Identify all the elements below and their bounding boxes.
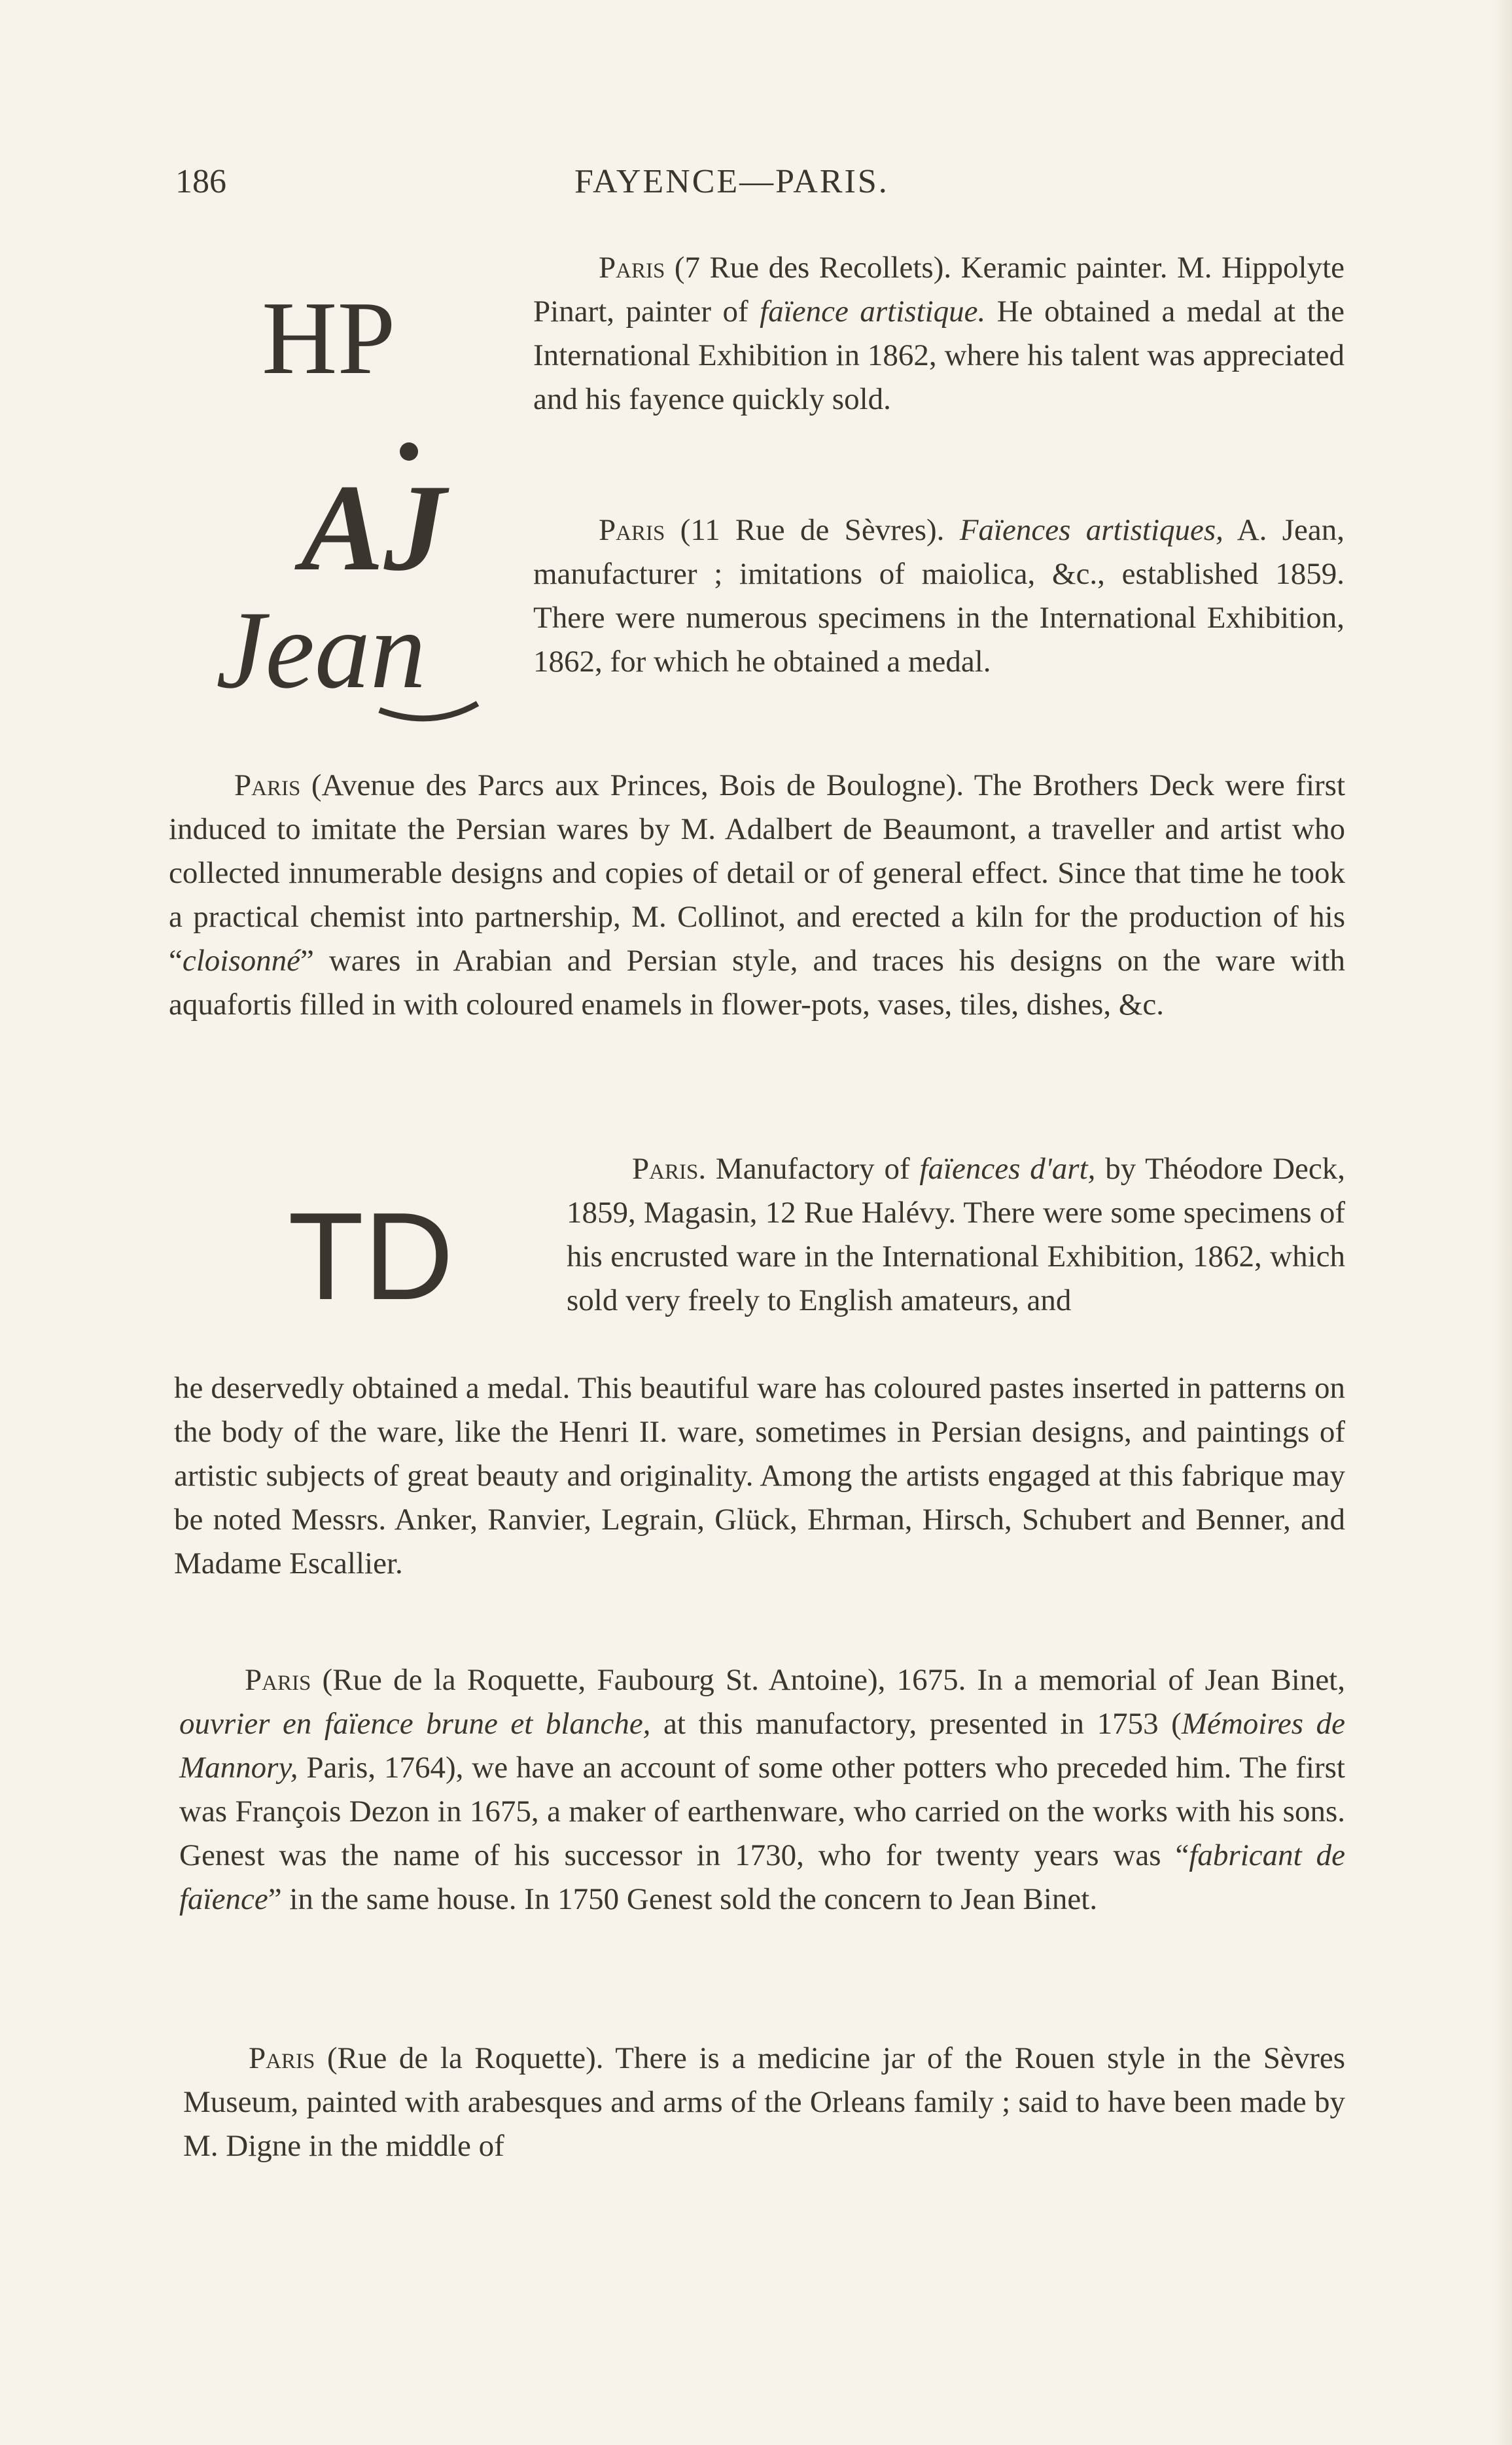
- entry-deck-brothers-italic: cloisonné: [182, 944, 301, 978]
- entry-binet: [179, 1658, 1345, 1921]
- running-title: FAYENCE—PARIS.: [574, 163, 889, 200]
- td-mark-text: TD: [288, 1191, 454, 1315]
- entry-digne-text: [183, 2037, 1345, 2168]
- place-name: Paris: [234, 768, 301, 802]
- place-name: Paris: [249, 2041, 315, 2075]
- a-jean-signature-mark: [216, 589, 504, 733]
- entry-binet-body-3: Paris, 1764), we have an account of some other potters who preceded him. The first was François Dezon in 1675, a maker of earthenware, who carried on the works with his sons. Genest was the name of his successor in 1730, who for twenty years was “: [179, 1751, 1345, 1872]
- place-name: Paris: [599, 513, 665, 547]
- entry-binet-italic: ouvrier en faïence brune et blanche,: [179, 1707, 651, 1741]
- a-jean-monogram-mark: [288, 432, 471, 582]
- entry-binet-italic-3: fabricant de faïence: [179, 1838, 1346, 1916]
- entry-jean-body: (11 Rue de Sèvres).: [665, 513, 960, 547]
- entry-binet-body-4: ” in the same house. In 1750 Genest sold the concern to Jean Binet.: [268, 1882, 1098, 1916]
- monogram-text: AJ: [301, 459, 446, 582]
- hp-mark: [262, 288, 419, 386]
- entry-pinart-text: [533, 246, 1345, 421]
- entry-pinart-italic: faïence artistique.: [760, 294, 986, 329]
- td-mark: [288, 1191, 471, 1315]
- entry-jean: [533, 509, 1345, 684]
- entry-binet-body-2: at this manufactory, presented in 1753 (: [650, 1707, 1182, 1741]
- entry-theodore-deck-italic: faïences d'art,: [919, 1152, 1096, 1186]
- entry-digne-body: (Rue de la Roquette). There is a medicine jar of the Rouen style in the Sèvres Museum, painted with arabesques and arms of the Orleans family ; said to have been made by M. Digne in the middle of: [183, 2041, 1345, 2163]
- entry-pinart-body-2: He obtained a medal at the International Exhibition in 1862, where his talent was appreciated and his fayence quickly sold.: [533, 294, 1345, 416]
- hp-mark-text: HP: [262, 288, 396, 386]
- page-number: 186: [175, 163, 226, 200]
- monogram-dot: [400, 442, 418, 461]
- entry-theodore-deck-body: Manufactory of: [706, 1152, 920, 1186]
- place-name: Paris: [245, 1663, 311, 1697]
- entry-pinart-body: (7 Rue des Recollets). Keramic painter. M. Hippolyte Pinart, painter of: [533, 251, 1345, 329]
- signature-text: Jean: [216, 589, 426, 711]
- entry-digne: [183, 2037, 1345, 2168]
- entry-deck-brothers-text: [169, 764, 1345, 1027]
- entry-jean-italic: Faïences artistiques,: [959, 513, 1223, 547]
- entry-theodore-deck-continued-text: he deservedly obtained a medal. This beautiful ware has coloured pastes inserted in patterns on the body of the ware, like the Henri II. ware, sometimes in Persian designs, and paintings of artistic subjects of great beauty and originality. Among the artists engaged at this fabrique may be noted Messrs. Anker, Ranvier, Legrain, Glück, Ehrman, Hirsch, Schubert and Benner, and Madame Escallier.: [174, 1371, 1345, 1580]
- entry-theodore-deck: [567, 1147, 1345, 1323]
- entry-deck-brothers: [169, 764, 1345, 1027]
- entry-deck-brothers-body-2: ” wares in Arabian and Persian style, and traces his designs on the ware with aquafortis filled in with coloured enamels in flower-pots, vases, tiles, dishes, &c.: [169, 944, 1345, 1022]
- entry-binet-text: [179, 1658, 1345, 1921]
- entry-theodore-deck-text: [567, 1147, 1345, 1323]
- entry-binet-body: (Rue de la Roquette, Faubourg St. Antoine), 1675. In a memorial of Jean Binet,: [311, 1663, 1345, 1697]
- page-edge-shadow: [1494, 0, 1512, 2445]
- entry-deck-brothers-body: (Avenue des Parcs aux Princes, Bois de Boulogne). The Brothers Deck were first induced to imitate the Persian wares by M. Adalbert de Beaumont, a traveller and artist who collected innumerable designs and copies of detail or of general effect. Since that time he took a practical chemist into partnership, M. Collinot, and erected a kiln for the production of his “: [169, 768, 1345, 978]
- place-name: Paris.: [632, 1152, 707, 1186]
- place-name: Paris: [599, 251, 665, 285]
- entry-jean-body-2: A. Jean, manufacturer ; imitations of maiolica, &c., established 1859. There were numerous specimens in the International Exhibition, 1862, for which he obtained a medal.: [533, 513, 1345, 679]
- entry-theodore-deck-body-2: by Théodore Deck, 1859, Magasin, 12 Rue Halévy. There were some specimens of his encrusted ware in the International Exhibition, 1862, which sold very freely to English amateurs, and: [567, 1152, 1345, 1317]
- entry-pinart: [533, 246, 1345, 421]
- entry-theodore-deck-continued: [174, 1366, 1345, 1586]
- entry-jean-text: [533, 509, 1345, 684]
- entry-binet-italic-2: Mémoires de Mannory,: [179, 1707, 1345, 1785]
